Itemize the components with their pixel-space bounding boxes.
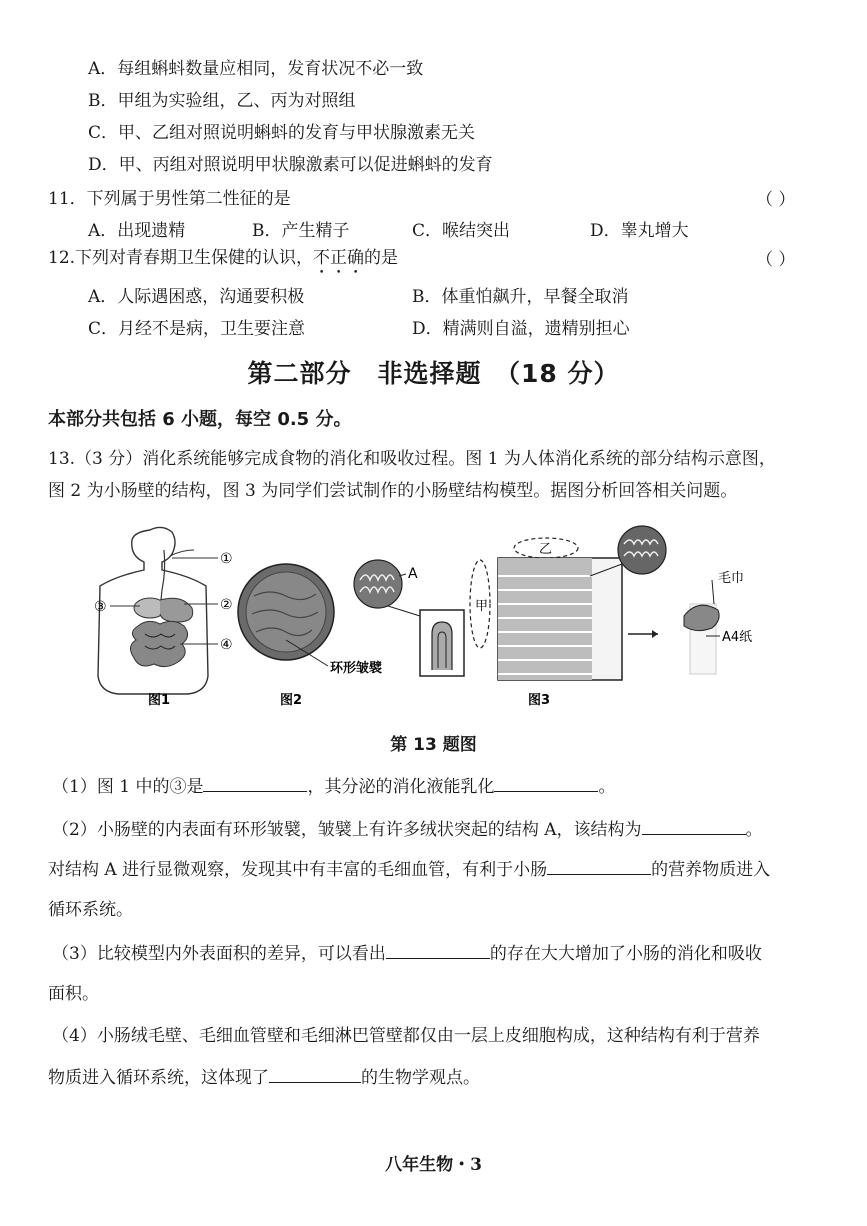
q13-stem-line1: 13.（3 分）消化系统能够完成食物的消化和吸收过程。图 1 为人体消化系统的部分结构示意图， xyxy=(48,449,776,469)
q10-option-b: B．甲组为实验组，乙、丙为对照组 xyxy=(88,91,356,111)
q11-option-c: C．喉结突出 xyxy=(412,221,511,241)
q13-sub2-line1 xyxy=(52,816,763,842)
q13-sub3-text-b: 的存在大大增加了小肠的消化和吸收 xyxy=(489,944,762,964)
digestive-system-diagram xyxy=(98,527,218,694)
intestine-wall-model-diagram xyxy=(470,526,720,680)
q13-figure-caption: 第 13 题图 xyxy=(390,735,477,755)
q11-answer-paren: （ ） xyxy=(756,190,796,210)
q13-sub2-line2-text-a: 对结构 A 进行显微观察，发现其中有丰富的毛细血管，有利于小肠 xyxy=(48,860,548,880)
q13-sub2-text-b: 。 xyxy=(745,820,763,840)
q13-sub2-line2 xyxy=(48,856,770,882)
q12-stem-suffix: 的是 xyxy=(364,248,399,268)
fig3-label-jia: 甲 xyxy=(475,599,489,614)
q13-sub1-text-b: ，其分泌的消化液能乳化 xyxy=(307,777,495,797)
q11-option-b: B．产生精子 xyxy=(252,221,350,241)
fig1-label-2: ② xyxy=(220,597,233,613)
q13-sub1-blank-2[interactable] xyxy=(494,773,598,792)
q13-sub1-text-a: （1）图 1 中的③是 xyxy=(52,777,204,797)
fig3-label-paper: A4纸 xyxy=(722,630,753,645)
q13-stem-line2: 图 2 为小肠壁的结构，图 3 为同学们尝试制作的小肠壁结构模型。据图分析回答相关问题。 xyxy=(48,481,738,501)
q13-sub1-blank-1[interactable] xyxy=(203,773,307,792)
q13-sub1 xyxy=(52,773,615,799)
fig1-caption: 图1 xyxy=(148,693,171,708)
q13-sub4-blank[interactable] xyxy=(269,1064,361,1083)
q13-sub3-blank[interactable] xyxy=(386,940,490,959)
fig3-label-yi: 乙 xyxy=(539,542,553,557)
q12-option-c: C．月经不是病，卫生要注意 xyxy=(88,319,306,339)
page-footer: 八年生物・3 xyxy=(385,1155,482,1175)
small-intestine-wall-diagram xyxy=(238,560,464,676)
q12-stem-emphasis: 不正确 xyxy=(313,248,365,268)
q11-stem: 11．下列属于男性第二性征的是 xyxy=(48,189,291,209)
q13-sub2-blank-1[interactable] xyxy=(642,816,746,835)
q12-stem xyxy=(48,246,398,278)
fig2-label-fold: 环形皱襞 xyxy=(330,661,383,676)
q12-option-b: B．体重怕飙升，早餐全取消 xyxy=(412,287,629,307)
part2-intro: 本部分共包括 6 小题，每空 0.5 分。 xyxy=(48,409,352,430)
fig1-label-4: ④ xyxy=(220,637,233,653)
fig3-label-towel: 毛巾 xyxy=(718,571,745,586)
q11-option-d: D．睾丸增大 xyxy=(590,221,689,241)
q10-option-d: D．甲、丙组对照说明甲状腺激素可以促进蝌蚪的发育 xyxy=(88,155,493,175)
q12-answer-paren: （ ） xyxy=(756,250,796,270)
q10-option-c: C．甲、乙组对照说明蝌蚪的发育与甲状腺激素无关 xyxy=(88,123,476,143)
fig3-caption: 图3 xyxy=(528,693,551,708)
q13-sub1-text-c: 。 xyxy=(598,777,616,797)
q13-sub4-text-b: 的生物学观点。 xyxy=(361,1068,480,1088)
q13-sub2-text-a: （2）小肠壁的内表面有环形皱襞，皱襞上有许多绒状突起的结构 A，该结构为 xyxy=(52,820,642,840)
fig2-caption: 图2 xyxy=(280,693,303,708)
q13-sub3-line2: 面积。 xyxy=(48,984,99,1004)
q13-sub2-blank-2[interactable] xyxy=(547,856,651,875)
fig1-label-3: ③ xyxy=(94,599,107,615)
q13-sub3-text-a: （3）比较模型内外表面积的差异，可以看出 xyxy=(52,944,386,964)
q13-sub2-line3: 循环系统。 xyxy=(48,900,133,920)
fig2-label-a: A xyxy=(408,566,418,582)
fig1-label-1: ① xyxy=(220,551,233,567)
q13-sub4-line2 xyxy=(48,1064,480,1090)
q12-option-d: D．精满则自溢，遗精别担心 xyxy=(412,319,630,339)
q12-option-a: A．人际遇困惑，沟通要积极 xyxy=(88,287,305,307)
part2-title: 第二部分 非选择题 （18 分） xyxy=(247,359,620,388)
q13-sub2-line2-text-b: 的营养物质进入 xyxy=(651,860,771,880)
q13-sub3-line1 xyxy=(52,940,762,966)
q13-sub4-text-a: 物质进入循环系统，这体现了 xyxy=(48,1068,269,1088)
q13-figure xyxy=(90,520,780,720)
q10-option-a: A．每组蝌蚪数量应相同，发育状况不必一致 xyxy=(88,59,424,79)
q13-sub4-line1: （4）小肠绒毛壁、毛细血管壁和毛细淋巴管壁都仅由一层上皮细胞构成，这种结构有利于营养 xyxy=(52,1026,760,1046)
q11-option-a: A．出现遗精 xyxy=(88,221,186,241)
q12-stem-prefix: 12.下列对青春期卫生保健的认识， xyxy=(48,248,314,268)
